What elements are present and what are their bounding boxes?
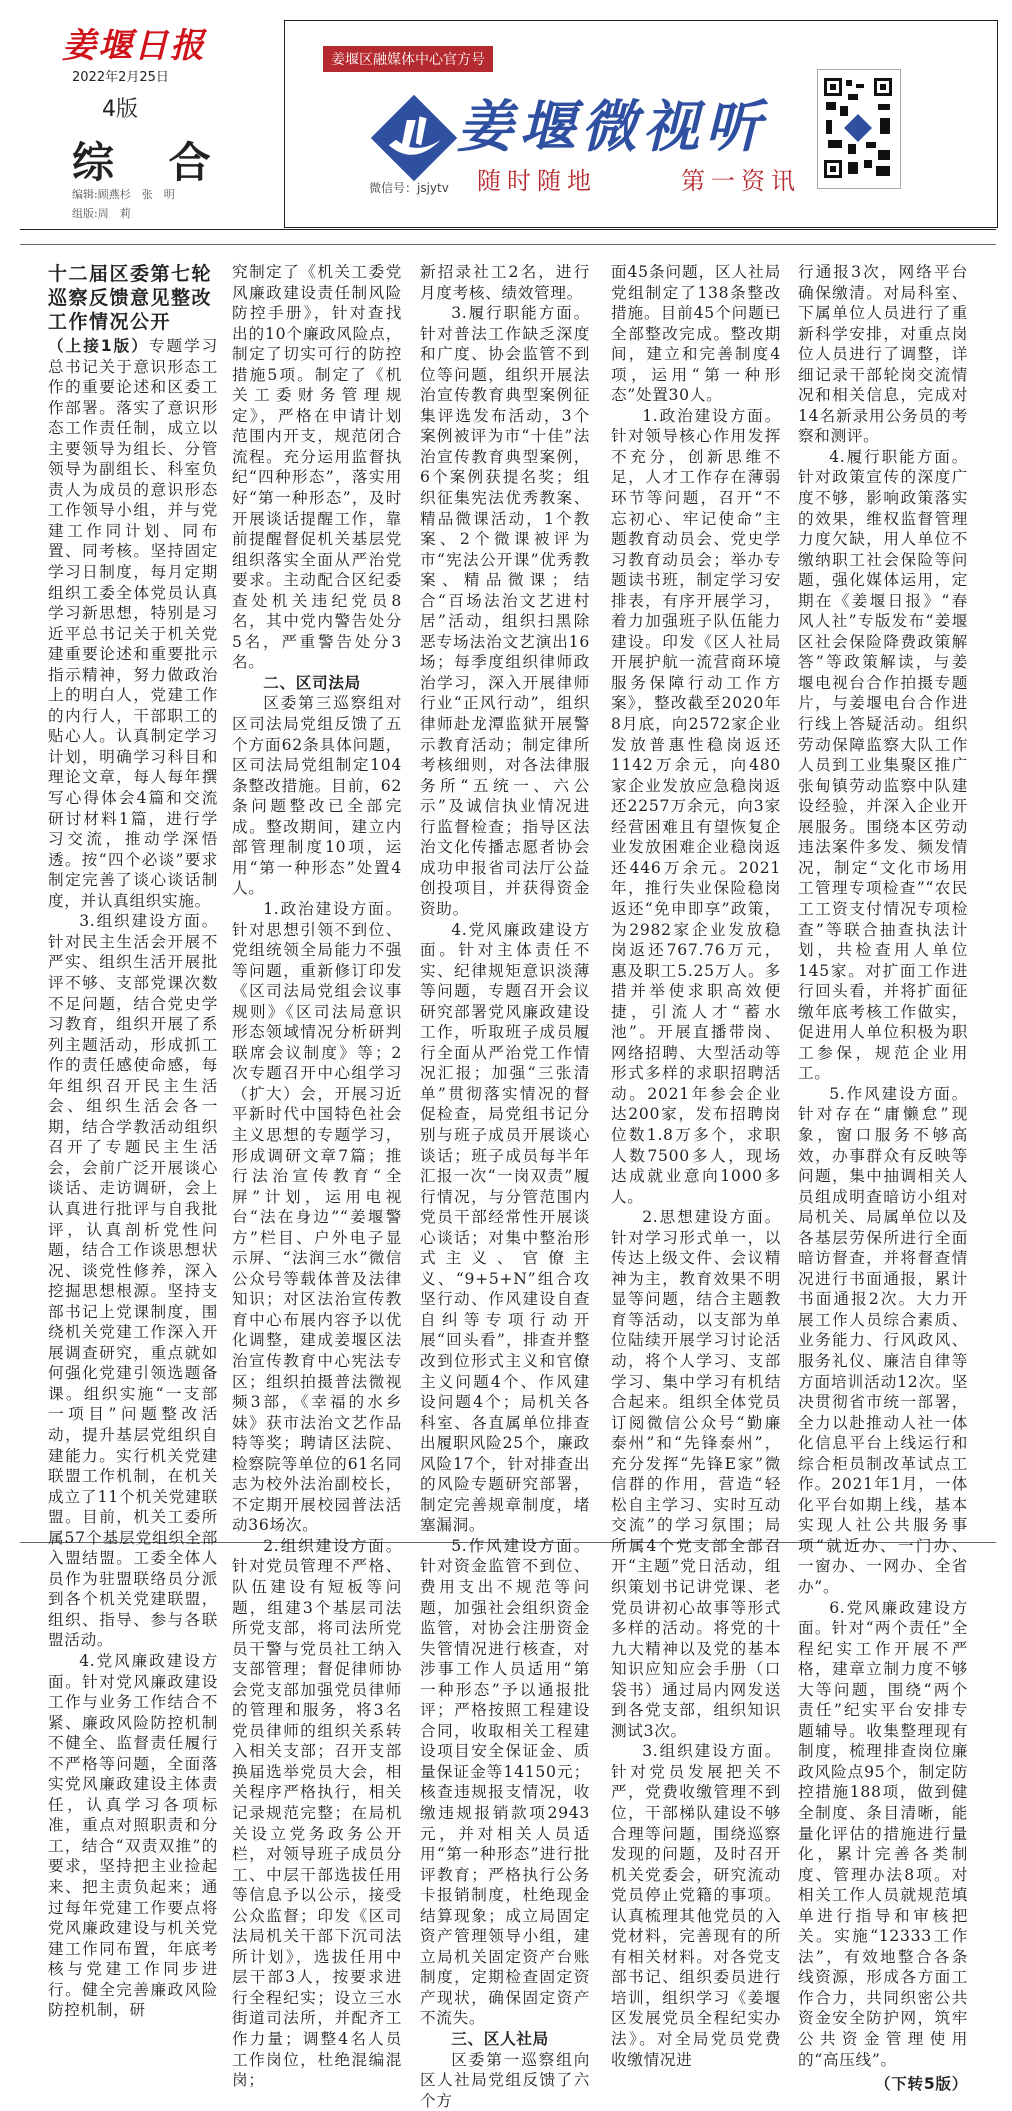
- advertisement-banner: [284, 20, 998, 228]
- paragraph: 区委第三巡察组对区司法局党组反馈了五个方面62条具体问题，区司法局党组制定104条整改措施。目前，62条问题整改已全部完成。整改期间，建立内部管理制度10项，运用“第一种形态”处置4人。: [232, 694, 402, 898]
- paragraph-text: 专题学习总书记关于意识形态工作的重要论述和区委工作部署。落实了意识形态工作责任制，成立以主要领导为组长、分管领导为副组长、科室负责人为成员的意识形态工作领导小组，并与党建工作同计划、同布置、同考核。坚持固定学习日制度，每月定期组织工委全体党员认真学习新思想，特别是习近平总书记关于机关党建重要论述和重要批示指示精神，努力做政治上的明白人，党建工作的内行人，干部职工的贴心人。认真制定学习计划，明确学习科目和理论文章，每人每年撰写心得体会4篇和交流研讨材料1篇，进行学习交流，推动学深悟透。按“四个必谈”要求制定完善了谈心谈话制度，并认真组织实施。: [48, 337, 218, 910]
- wechat-id: 微信号：jsjytv: [369, 181, 449, 195]
- paragraph: 2.思想建设方面。针对学习形式单一，以传达上级文件、会议精神为主，教育效果不明显等问题，结合主题教育等活动，以支部为单位陆续开展学习讨论活动，将个人学习、支部学习、集中学习有机结合起来。组织全体党员订阅微信公众号“勤廉泰州”和“先锋泰州”，充分发挥“先锋E家”微信群的作用，营造“轻松自主学习、实时互动交流”的学习氛围；局所属4个党支部全部召开“主题”党日活动，组织策划书记讲党课、老党员讲初心故事等形式多样的活动。将党的十九大精神以及党的基本知识应知应会手册（口袋书）通过局内网发送到各党支部，组织知识测试3次。: [611, 1208, 781, 1740]
- paragraph: 1.政治建设方面。针对领导核心作用发挥不充分，创新思维不足，人才工作存在薄弱环节等问题，召开“不忘初心、牢记使命”主题教育动员会、党史学习教育动员会；举办专题读书班，制定学习安排表，有序开展学习，着力加强班子队伍能力建设。印发《区人社局开展护航一流营商环境服务保障行动工作方案》，整改截至2020年8月底，向2572家企业发放普惠性稳岗返还1142万余元，向480家企业发放应急稳岗返还2257万余元，向3家经营困难且有望恢复企业发放困难企业稳岗返还446万余元。2021年，推行失业保险稳岗返还“免申即享”政策，为2982家企业发放稳岗返还767.76万元，惠及职工5.25万人。多措并举使求职高效便捷，引流人才“蓄水池”。开展直播带岗、网络招聘、大型活动等形式多样的求职招聘活动。2021年参会企业达200家，发布招聘岗位数1.8万多个，求职人数7500多人，现场达成就业意向1000多人。: [611, 406, 781, 1206]
- paragraph: 究制定了《机关工委党风廉政建设责任制风险防控手册》，针对查找出的10个廉政风险点，制定了切实可行的防控措施5项。制定了《机关工委财务管理规定》，严格在申请计划范围内开支，规范闭合流程。充分运用监督执纪“四种形态”，落实用好“第一种形态”，及时开展谈话提醒工作，靠前提醒督促机关基层党组织落实全面从严治党要求。主动配合区纪委查处机关违纪党员8名，其中党内警告处分5名，严重警告处分3名。: [232, 263, 402, 672]
- subheading-hr-bureau: 三、区人社局: [451, 2029, 549, 2049]
- ad-label: 姜堰区融媒体中心官方号: [323, 46, 493, 72]
- headline-line: 工作情况公开: [48, 311, 172, 333]
- article-column-4: [611, 262, 781, 2070]
- section-title: 综 合: [72, 138, 231, 187]
- ad-slogan-2: 第一资讯: [681, 167, 801, 195]
- paragraph: 5.作风建设方面。针对存在“庸懒怠”现象，窗口服务不够高效，办事群众有反映等问题，集中抽调相关人员组成明查暗访小组对局机关、局属单位以及各基层劳保所进行全面暗访督查，并将督查情况进行书面通报，累计书面通报2次。大力开展工作人员综合素质、业务能力、行风政风、服务礼仪、廉洁自律等方面培训活动12次。坚决贯彻省市统一部署，全力以赴推动人社一体化信息平台上线运行和综合柜员制改革试点工作。2021年1月，一体化平台如期上线，基本实现人社公共服务事项“就近办、一门办、一窗办、一网办、全省办”。: [798, 1084, 968, 1596]
- paragraph: 4.党风廉政建设方面。针对党风廉政建设工作与业务工作结合不紧、廉政风险防控机制不健全、监督责任履行不严格等问题，全面落实党风廉政建设主体责任，认真学习各项标准，重点对照职责和分工，结合“双责双推”的要求，坚持把主业捡起来、把主责负起来；通过每年党建工作要点将党风廉政建设与机关党建工作同布置，年底考核与党建工作同步进行。健全完善廉政风险防控机制，研: [48, 1652, 218, 2020]
- paragraph: 新招录社工2名，进行月度考核、绩效管理。: [420, 263, 590, 302]
- paragraph: 1.政治建设方面。针对思想引领不到位、党组统领全局能力不强等问题，重新修订印发《区司法局党组会议事规则》《区司法局意识形态领域情况分析研判联席会议制度》等；2次专题召开中心组学习（扩大）会，开展习近平新时代中国特色社会主义思想的专题学习，形成调研文章7篇；推行法治宣传教育“全屏”计划，运用电视台“法在身边”“姜堰警方”栏目、户外电子显示屏、“法润三水”微信公众号等载体普及法律知识；对区法治宣传教育中心布展内容予以优化调整，建成姜堰区法治宣传教育中心宪法专区；组织拍摄普法微视频3部，《幸福的水乡妹》获市法治文艺作品特等奖；聘请区法院、检察院等单位的61名同志为校外法治副校长，不定期开展校园普法活动36场次。: [232, 899, 402, 1535]
- issue-date: 2022年2月25日: [72, 70, 169, 85]
- paragraph: 3.组织建设方面。针对党员发展把关不严，党费收缴管理不到位，干部梯队建设不够合理等问题，围绕巡察发现的问题，及时召开机关党委会，研究流动党员停止党籍的事项。认真梳理其他党员的入党材料，完善现有的所有相关材料。对各党支部书记、组织委员进行培训，组织学习《姜堰区发展党员全程纪实办法》。对全局党员党费收缴情况进: [611, 1742, 781, 2069]
- layout-credit: 组版:周 莉: [72, 207, 131, 220]
- article-headline: [48, 262, 218, 334]
- editors-credit: 编辑:顾燕杉 张 明: [72, 188, 175, 201]
- paragraph: 4.党风廉政建设方面。针对主体责任不实、纪律规矩意识淡薄等问题，专题召开会议研究部署党风廉政建设工作，听取班子成员履行全面从严治党工作情况汇报；加强“三张清单”贯彻落实情况的督促检查，局党组书记分别与班子成员开展谈心谈话；班子成员每半年汇报一次“一岗双责”履行情况，与分管范围内党员干部经常性开展谈心谈话；对集中整治形式主义、官僚主义、“9+5+N”组合攻坚行动、作风建设自查自纠等专项行动开展“回头看”，排查并整改到位形式主义和官僚主义问题4个、作风建设问题4个；局机关各科室、各直属单位排查出履职风险25个，廉政风险17个，针对排查出的风险专题研究部署，制定完善规章制度，堵塞漏洞。: [420, 920, 590, 1535]
- masthead-logo: 姜堰日报: [62, 26, 206, 66]
- paragraph: 2.组织建设方面。针对党员管理不严格、队伍建设有短板等问题，组建3个基层司法所党支部，将司法所党员干警与党员社工纳入支部管理；督促律师协会党支部加强党员律师的管理和服务，将3名党员律师的组织关系转入相关支部；召开支部换届选举党员大会，相关程序严格执行，相关记录规范完整；在局机关设立党务政务公开栏，对领导班子成员分工、中层干部选拔任用等信息予以公示，接受公众监督；印发《区司法局机关干部下沉司法所计划》，选拔任用中层干部3人，按要求进行全程纪实；设立三水街道司法所，并配齐工作力量；调整4名人员工作岗位，杜绝混编混岗；: [232, 1536, 402, 2090]
- paragraph: 3.履行职能方面。针对普法工作缺乏深度和广度、协会监管不到位等问题，组织开展法治宣传教育典型案例征集评选发布活动，3个案例被评为市“十佳”法治宣传教育典型案例，6个案例获提名奖；组织征集宪法优秀教案、精品微课活动，1个教案、2个微课被评为市“宪法公开课”优秀教案、精品微课；结合“百场法治文艺进村居”活动，组织扫黑除恶专场法治文艺演出16场；每季度组织律师政治学习，深入开展律师行业“正风行动”，组织律师赴龙潭监狱开展警示教育活动；制定律所考核细则，对各法律服务所“五统一、六公示”及诚信执业情况进行监督检查；指导区法治文化传播志愿者协会成功申报省司法厅公益创投项目，并获得资金资助。: [420, 304, 590, 918]
- paragraph: 区委第一巡察组向区人社局党组反馈了六个方: [420, 2050, 590, 2110]
- diamond-logo-icon: [369, 93, 459, 183]
- ad-title: 姜堰微视听: [457, 94, 767, 160]
- content-top-rule: [20, 244, 996, 245]
- subheading-judicial-bureau: 二、区司法局: [263, 672, 361, 692]
- article-column-1: [48, 262, 218, 2021]
- paragraph: 3.组织建设方面。针对民主生活会开展不严实、组织生活开展批评不够、支部党课次数不足问题，结合党史学习教育，组织开展了系列主题活动，形成抓工作的责任感使命感，每年组织召开民主生活会、组织生活会各一期，结合学教活动组织召开了专题民主生活会，会前广泛开展谈心谈话、走访调研，会上认真进行批评与自我批评，认真剖析党性问题，结合工作谈思想状况、谈党性修养，深入挖掘思想根源。坚持支部书记上党课制度，围绕机关党建工作深入开展调查研究，重点就如何强化党建引领选题备课。组织实施“一支部一项目”问题整改活动，提升基层党组织自建能力。实行机关党建联盟工作机制，在机关成立了11个机关党建联盟。目前，机关工委所属57个基层党组织全部入盟结盟。工委全体人员作为驻盟联络员分派到各个机关党建联盟，组织、指导、参与各联盟活动。: [48, 912, 218, 1650]
- paragraph: 面45条问题，区人社局党组制定了138条整改措施。目前45个问题已全部整改完成。整改期间，建立和完善制度4项，运用“第一种形态”处置30人。: [611, 263, 781, 405]
- paragraph: [48, 336, 218, 911]
- ad-slogan-1: 随时随地: [477, 167, 597, 195]
- qr-code-icon: [817, 69, 901, 189]
- headline-line: 巡察反馈意见整改: [48, 287, 213, 309]
- paragraph: 4.履行职能方面。针对政策宣传的深度广度不够，影响政策落实的效果，维权监督管理力度欠缺，用人单位不缴纳职工社会保险等问题，强化媒体运用，定期在《姜堰日报》“春风人社”专版发布“姜堰区社会保险降费政策解答”等政策解读，与姜堰电视台合作拍摄专题片，与姜堰电台合作进行线上答疑活动。组织劳动保障监察大队工作人员到工业集聚区推广张甸镇劳动监察中队建设经验，并深入企业开展服务。围绕本区劳动违法案件多发、频发情况，制定“文化市场用工管理专项检查”“农民工工资支付情况专项检查”等联合抽查执法计划，共检查用人单位145家。对扩面工作进行回头看，并将扩面征缴年底考核工作做实，促进用人单位积极为职工参保，规范企业用工。: [798, 447, 968, 1083]
- paragraph: 5.作风建设方面。针对资金监管不到位、费用支出不规范等问题，加强社会组织资金监管，对协会注册资金失管情况进行核查，对涉事工作人员适用“第一种形态”予以通报批评；严格按照工程建设合同，收取相关工程建设项目安全保证金、质量保证金等14150元；核查违规报支情况，收缴违规报销款项2943元，并对相关人员适用“第一种形态”进行批评教育；严格执行公务卡报销制度，杜绝现金结算现象；成立局固定资产管理领导小组，建立局机关固定资产台账制度，定期检查固定资产现状，确保固定资产不流失。: [420, 1536, 590, 2028]
- paragraph: 6.党风廉政建设方面。针对“两个责任”全程纪实工作开展不严格，建章立制力度不够大等问题，围绕“两个责任”纪实平台安排专题辅导。收集整理现有制度，梳理排查岗位廉政风险点95个，制定防控措施188项，做到健全制度、条目清晰，能量化评估的措施进行量化，累计完善各类制度、管理办法8项。对相关工作人员就规范填单进行指导和审核把关。实施“12333工作法”，有效地整合各条线资源，形成各方面工作合力，共同织密公共资金安全防护网，筑牢公共资金管理使用的“高压线”。: [798, 1598, 968, 2069]
- headline-line: 十二届区委第七轮: [48, 263, 213, 285]
- header-divider: [20, 229, 996, 230]
- paragraph: 行通报3次，网络平台确保缴清。对局科室、下属单位人员进行了重新科学安排，对重点岗位人员进行了调整，详细记录干部轮岗交流情况和相关信息，完成对14名新录用公务员的考察和测评。: [798, 263, 968, 446]
- continued-from-tag: （上接1版）: [48, 337, 149, 355]
- edition-number: 4版: [102, 97, 138, 122]
- article-column-2: [232, 262, 402, 2091]
- continued-on-page-link[interactable]: （下转5版）: [874, 2075, 968, 2094]
- article-column-5: [798, 262, 968, 2095]
- article-column-3: [420, 262, 590, 2111]
